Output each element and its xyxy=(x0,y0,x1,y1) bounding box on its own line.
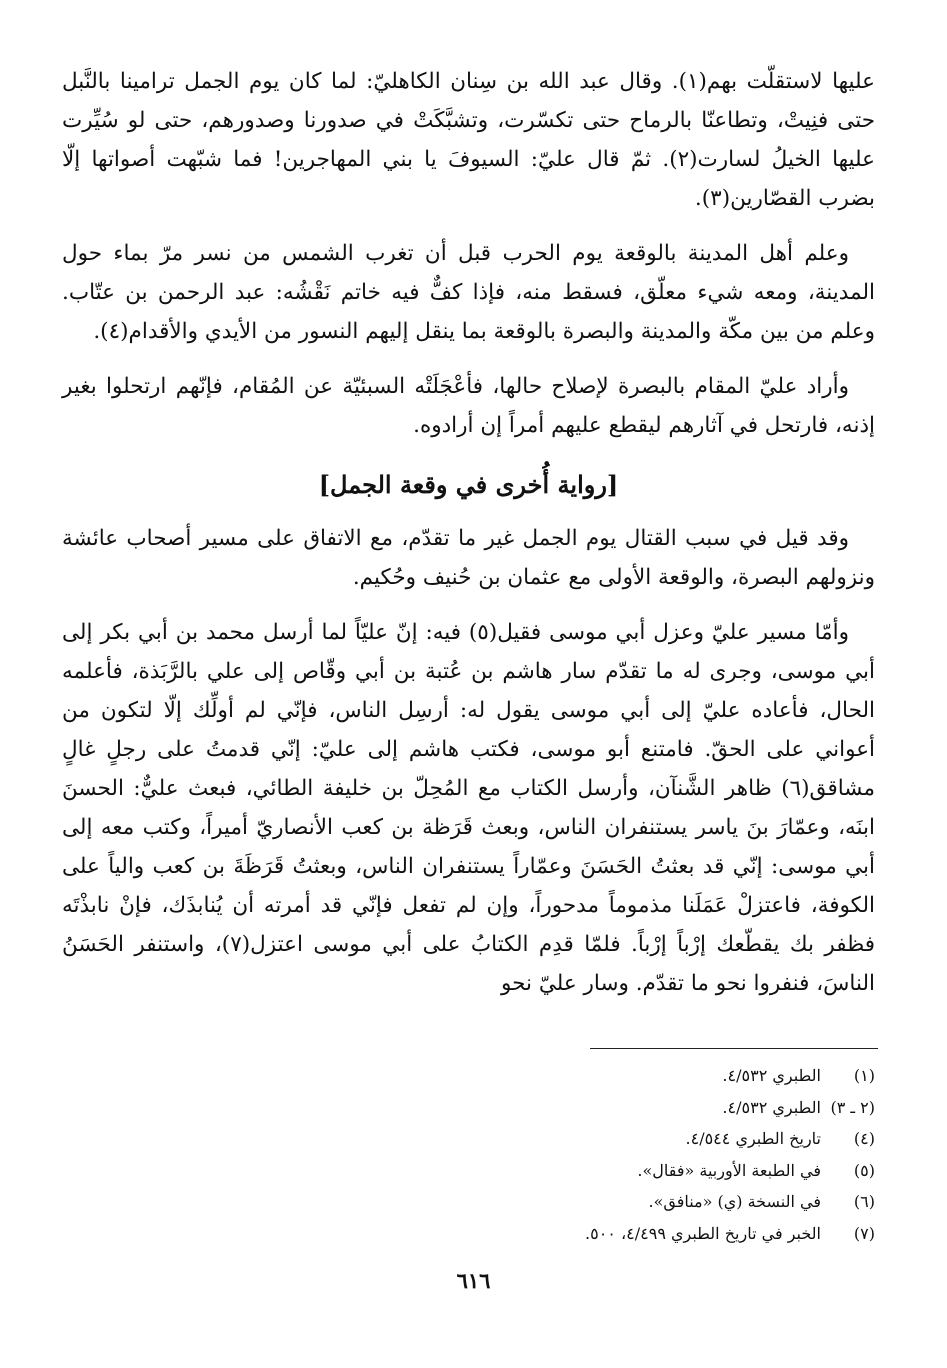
section-heading: [رواية أُخرى في وقعة الجمل] xyxy=(318,470,619,499)
footnote xyxy=(355,1218,875,1250)
footnote-number: (٧) xyxy=(853,1223,875,1243)
footnote-number: (٥) xyxy=(853,1160,875,1180)
footnotes xyxy=(355,1060,875,1249)
footnote xyxy=(355,1060,875,1092)
footnote-number: (٤) xyxy=(853,1129,875,1148)
footnote xyxy=(355,1186,875,1218)
footnote-text: تاريخ الطبري ٤/٥٤٤. xyxy=(685,1129,821,1148)
footnote-number: (١) xyxy=(853,1066,875,1085)
page-number: ٦١٦ xyxy=(456,1268,491,1293)
main-text xyxy=(62,62,875,1019)
paragraph: وأراد عليّ المقام بالبصرة لإصلاح حالها، فأعْجَلَتْه السبئيّة عن المُقام، فإنّهم ارتحلوا بغير إذنه، فارتحل في آثارهم ليقطع عليهم أمراً إن أرادوه. xyxy=(62,374,875,438)
footnote-text: الطبري ٤/٥٣٢. xyxy=(722,1097,821,1117)
footnote xyxy=(355,1155,875,1187)
footnote-text: في الطبعة الأوربية «فقال». xyxy=(637,1160,821,1180)
paragraph: وقد قيل في سبب القتال يوم الجمل غير ما تقدّم، مع الاتفاق على مسير أصحاب عائشة ونزولهم البصرة، والوقعة الأولى مع عثمان بن حُنيف وحُكيم. xyxy=(62,526,875,590)
footnote-divider xyxy=(590,1048,878,1049)
paragraph: وعلم أهل المدينة بالوقعة يوم الحرب قبل أن تغرب الشمس من نسر مرّ بماء حول المدينة، ومعه شيء معلّق، فسقط منه، فإذا كفٌّ فيه خاتم نَقْشُه: عبد الرحمن بن عتّاب. وعلم من بين مكّة والمدينة والبصرة بالوقعة بما ينقل إليهم النسور من الأيدي والأقدام(٤). xyxy=(62,241,875,344)
footnote-text: الخبر في تاريخ الطبري ٤/٤٩٩، ٥٠٠. xyxy=(585,1223,821,1243)
footnote-number: (٦) xyxy=(853,1192,875,1211)
footnote-number: (٢ ـ ٣) xyxy=(830,1097,875,1117)
footnote xyxy=(355,1123,875,1155)
footnote-text: الطبري ٤/٥٣٢. xyxy=(722,1066,821,1085)
footnote xyxy=(355,1092,875,1124)
paragraph: وأمّا مسير عليّ وعزل أبي موسى فقيل(٥) فيه: إنّ عليّاً لما أرسل محمد بن أبي بكر إلى أبي موسى، وجرى له ما تقدّم سار هاشم بن عُتبة بن أبي وقّاص إلى علي بالرَّبَذة، فأعلمه الحال، فأعاده عليّ إلى أبي موسى يقول له: أرسِل الناس، فإنّي لم أولِّك إلّا لتكون من أعواني على الحقّ. فامتنع أبو موسى، فكتب هاشم إلى عليّ: إنّي قدمتُ على رجلٍ غالٍ مشاقق(٦) ظاهر الشَّنآن، وأرسل الكتاب مع المُحِلّ بن خليفة الطائي، فبعث عليٌّ: الحسنَ ابنَه، وعمّارَ بنَ ياسر يستنفران الناس، وبعث قَرَظة بن كعب الأنصاريّ أميراً، وكتب معه إلى أبي موسى: إنّي قد بعثتُ الحَسَنَ وعمّاراً يستنفران الناس، وبعثتُ قَرَظَةَ بن كعب والياً على الكوفة، فاعتزلْ عَمَلَنا مذموماً مدحوراً، وإن لم تفعل فإنّي قد أمرته أن يُنابذَك، فإنْ نابذْتَه فظفر بك يقطّعك إرْباً إرْباً. فلمّا قدِم الكتابُ على أبي موسى اعتزل(٧)، واستنفر الحَسَنُ الناسَ، فنفروا نحو ما تقدّم. وسار عليّ نحو xyxy=(62,620,876,996)
paragraph: عليها لاستقلّت بهم(١). وقال عبد الله بن سِنان الكاهليّ: لما كان يوم الجمل ترامينا بالنَّبل حتى فنِيتْ، وتطاعنّا بالرماح حتى تكسّرت، وتشبَّكَتْ في صدورنا وصدورهم، حتى لو سُيِّرت عليها الخيلُ لسارت(٢). ثمّ قال عليّ: السيوفَ يا بني المهاجرين! فما شبّهت أصواتها إلّا بضرب القصّارين(٣). xyxy=(62,69,875,211)
footnote-text: في النسخة (ي) «منافق». xyxy=(648,1192,821,1211)
